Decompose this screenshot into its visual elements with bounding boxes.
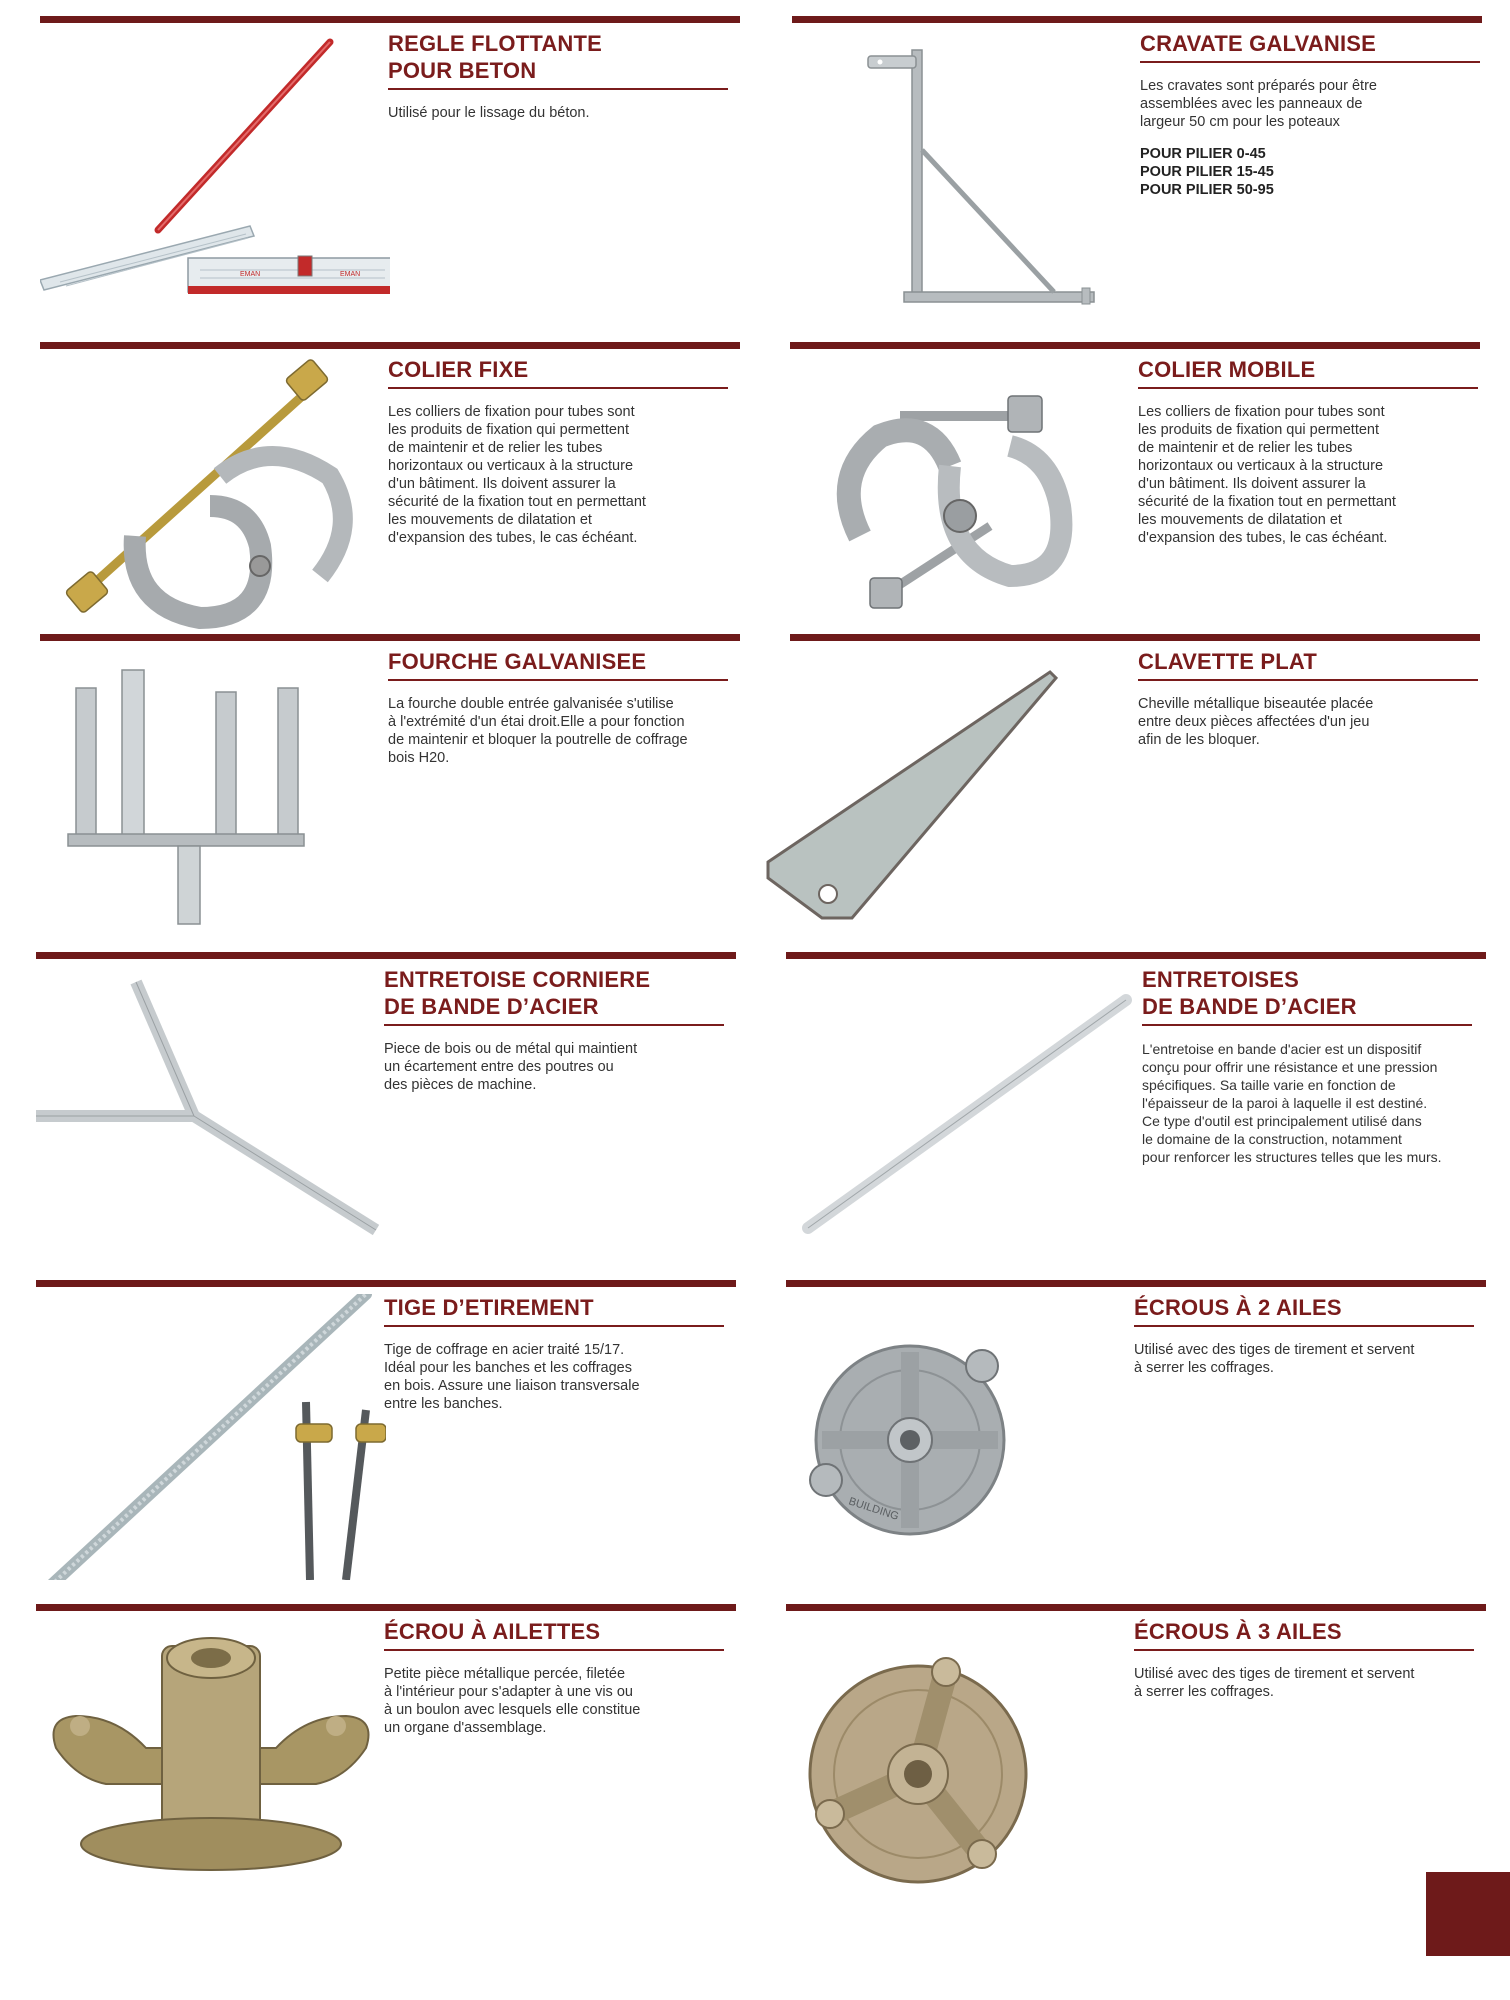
spec-item: POUR PILIER 50-95 (1140, 182, 1274, 198)
product-title (388, 30, 738, 84)
brand-text: BUILDING (847, 1495, 901, 1523)
product-card (36, 1604, 736, 1904)
brand-text: EMAN (240, 271, 261, 278)
product-description: L'entretoise en bande d'acier est un dispositif conçu pour offrir une résistance et une pression spécifiques. Sa taille varie en fonction de l'épaisseur de la paroi à laquelle il est destiné. Ce type d'outil est principalement utilisé dans le domaine de la construction, notamment pour renforcer les structures telles que les murs. (1142, 1041, 1442, 1165)
product-description: Les colliers de fixation pour tubes sont les produits de fixation qui permettent de maintenir et de relier les tubes horizontaux ou verticaux à la structure d'un bâtiment. Ils doivent assurer la sécurité de la fixation tout en permettant les mouvements de dilatation et d'expansion des tubes, le cas échéant. (1138, 404, 1396, 546)
wing-nut-icon (36, 1618, 386, 1904)
title-line: ÉCROUS À 2 AILES (1134, 1295, 1342, 1320)
product-text (384, 1294, 734, 1413)
product-card (786, 952, 1486, 1252)
tie-rod-icon (36, 1294, 386, 1580)
product-title (384, 1618, 734, 1645)
product-description: Utilisé pour le lissage du béton. (388, 105, 590, 121)
title-underline (388, 679, 728, 681)
title-underline (1140, 61, 1480, 63)
title-underline (388, 387, 728, 389)
product-title (1140, 30, 1490, 57)
page-corner-block (1426, 1872, 1510, 1956)
title-underline (1138, 679, 1478, 681)
product-card (40, 16, 740, 316)
fixed-clamp-icon (40, 356, 390, 642)
card-divider (790, 634, 1480, 641)
product-text (388, 356, 738, 547)
card-divider (792, 16, 1482, 23)
product-title (1134, 1618, 1484, 1645)
card-divider (40, 342, 740, 349)
product-text (1138, 648, 1488, 749)
title-underline (384, 1649, 724, 1651)
title-line: COLIER FIXE (388, 357, 529, 382)
product-title (384, 1294, 734, 1321)
product-title (388, 648, 738, 675)
product-text (1140, 30, 1490, 199)
card-divider (40, 634, 740, 641)
product-title (1134, 1294, 1484, 1321)
product-card (786, 1280, 1486, 1580)
card-divider (790, 342, 1480, 349)
title-line: FOURCHE GALVANISEE (388, 649, 647, 674)
product-description: Petite pièce métallique percée, filetée à l'intérieur pour s'adapter à une vis ou à un boulon avec lesquels elle constitue un organe d'assemblage. (384, 1666, 641, 1736)
title-line: DE BANDE D’ACIER (384, 994, 599, 1019)
card-divider (786, 952, 1486, 959)
product-text (1134, 1618, 1484, 1701)
product-text (388, 648, 738, 767)
title-line: ÉCROUS À 3 AILES (1134, 1619, 1342, 1644)
title-underline (1138, 387, 1478, 389)
spec-item: POUR PILIER 0-45 (1140, 146, 1266, 162)
brand-text: EMAN (340, 271, 361, 278)
card-divider (786, 1604, 1486, 1611)
card-divider (36, 1604, 736, 1611)
title-underline (384, 1024, 724, 1026)
flat-tie-icon (786, 966, 1136, 1252)
product-card (40, 634, 740, 934)
product-text (1142, 966, 1482, 1166)
flat-wedge-icon (760, 648, 1140, 934)
product-description: Les colliers de fixation pour tubes sont les produits de fixation qui permettent de maintenir et de relier les tubes horizontaux ou verticaux à la structure d'un bâtiment. Ils doivent assurer la sécurité de la fixation tout en permettant les mouvements de dilatation et d'expansion des tubes, le cas échéant. (388, 404, 646, 546)
product-title (1138, 648, 1488, 675)
product-text (384, 1618, 734, 1737)
fork-head-icon (40, 648, 390, 934)
title-line: COLIER MOBILE (1138, 357, 1316, 382)
title-underline (1142, 1024, 1472, 1026)
product-title (1138, 356, 1488, 383)
column-tie-icon (792, 30, 1142, 316)
product-description: Tige de coffrage en acier traité 15/17. Idéal pour les banches et les coffrages en bois. Assure une liaison transversale entre les banches. (384, 1342, 640, 1412)
swivel-clamp-icon (790, 356, 1140, 642)
product-card (786, 1604, 1486, 1904)
title-line: REGLE FLOTTANTE (388, 31, 603, 56)
title-underline (1134, 1325, 1474, 1327)
title-underline (388, 88, 728, 90)
product-card (790, 342, 1480, 642)
card-divider (36, 1280, 736, 1287)
corner-tie-icon (36, 966, 386, 1252)
title-line: ENTRETOISE CORNIERE (384, 967, 651, 992)
title-underline (384, 1325, 724, 1327)
product-description: Piece de bois ou de métal qui maintient un écartement entre des poutres ou des pièces de machine. (384, 1041, 638, 1093)
title-line: CRAVATE GALVANISE (1140, 31, 1377, 56)
concrete-float-icon (40, 30, 390, 316)
product-card (36, 1280, 736, 1580)
card-divider (36, 952, 736, 959)
product-card (790, 634, 1480, 934)
title-line: POUR BETON (388, 58, 537, 83)
product-description: La fourche double entrée galvanisée s'utilise à l'extrémité d'un étai droit.Elle a pour fonction de maintenir et bloquer la poutrelle de coffrage bois H20. (388, 696, 688, 766)
product-card (792, 16, 1482, 316)
product-text (388, 30, 738, 122)
spec-list (1140, 145, 1490, 199)
product-title (1142, 966, 1482, 1020)
product-title (384, 966, 734, 1020)
product-description: Utilisé avec des tiges de tirement et servent à serrer les coffrages. (1134, 1342, 1415, 1376)
title-line: CLAVETTE PLAT (1138, 649, 1317, 674)
product-description: Utilisé avec des tiges de tirement et servent à serrer les coffrages. (1134, 1666, 1415, 1700)
spec-item: POUR PILIER 15-45 (1140, 164, 1274, 180)
product-text (1138, 356, 1488, 547)
product-text (1134, 1294, 1484, 1377)
three-wing-nut-icon (786, 1618, 1136, 1904)
product-card (36, 952, 736, 1252)
card-divider (786, 1280, 1486, 1287)
title-line: TIGE D’ETIREMENT (384, 1295, 594, 1320)
title-line: ÉCROU À AILETTES (384, 1619, 601, 1644)
product-card (40, 342, 740, 642)
title-underline (1134, 1649, 1474, 1651)
product-text (384, 966, 734, 1094)
title-line: DE BANDE D’ACIER (1142, 994, 1357, 1019)
product-description: Cheville métallique biseautée placée entre deux pièces affectées d'un jeu afin de les bloquer. (1138, 696, 1374, 748)
two-wing-nut-icon (786, 1294, 1136, 1580)
product-description: Les cravates sont préparés pour être assemblées avec les panneaux de largeur 50 cm pour les poteaux (1140, 78, 1377, 130)
card-divider (40, 16, 740, 23)
title-line: ENTRETOISES (1142, 967, 1300, 992)
product-title (388, 356, 738, 383)
